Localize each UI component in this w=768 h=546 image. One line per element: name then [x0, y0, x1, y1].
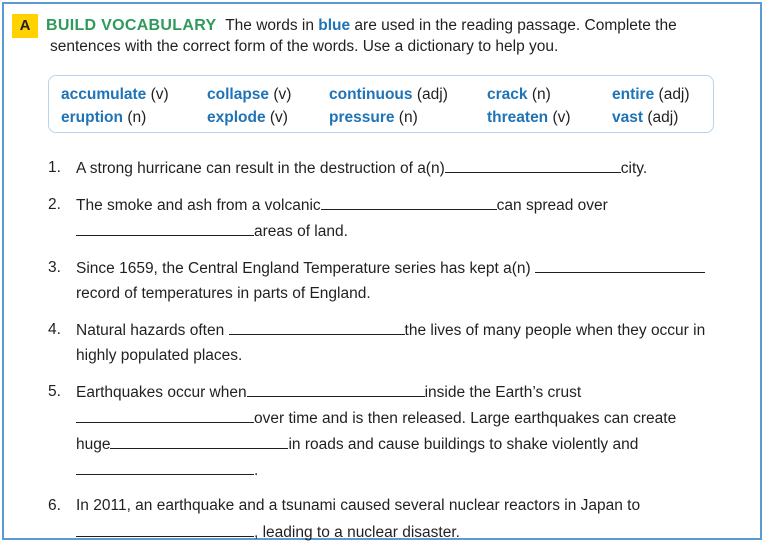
question-1 [76, 158, 647, 179]
word-pos: (v) [273, 86, 292, 103]
question-5-text-c: over time and is then released. Large earthquakes can create [254, 410, 677, 427]
word-pos: (n) [127, 109, 147, 126]
question-3-text-a: Since 1659, the Central England Temperature series has kept a(n) [76, 260, 531, 277]
question-5-text-d: huge [76, 436, 111, 453]
word-pos: (v) [552, 109, 571, 126]
question-5-text-e: in roads and cause buildings to shake violently and [288, 436, 639, 453]
question-4-text-a: Natural hazards often [76, 322, 225, 339]
question-4-number: 4. [48, 321, 61, 338]
question-6-line2 [76, 522, 460, 543]
question-1-text-a: A strong hurricane can result in the destruction of a(n) [76, 160, 445, 177]
word-term: entire [612, 86, 655, 103]
question-3-line1 [76, 258, 705, 279]
instructions-text-b: are used in the reading passage. Complete the [350, 17, 677, 34]
question-2-text-b: can spread over [496, 197, 608, 214]
question-2-number: 2. [48, 196, 61, 213]
word-bank-item [329, 86, 448, 104]
word-pos: (adj) [647, 109, 679, 126]
question-2-text-a: The smoke and ash from a volcanic [76, 197, 321, 214]
word-term: accumulate [61, 86, 147, 103]
word-pos: (n) [531, 86, 551, 103]
question-1-number: 1. [48, 159, 61, 176]
answer-blank[interactable] [535, 258, 705, 273]
word-term: crack [487, 86, 528, 103]
exercise-header [12, 14, 752, 55]
word-bank-item [207, 109, 288, 127]
answer-blank[interactable] [247, 382, 425, 397]
word-term: pressure [329, 109, 395, 126]
section-title: BUILD VOCABULARY [46, 17, 217, 34]
question-4-text-b: the lives of many people when they occur in [404, 322, 706, 339]
answer-blank[interactable] [229, 320, 405, 335]
question-2-line1 [76, 195, 608, 216]
word-bank-item [487, 109, 571, 127]
question-6-line1: In 2011, an earthquake and a tsunami caused several nuclear reactors in Japan to [76, 497, 641, 514]
word-bank-item [207, 86, 291, 104]
instructions-line2: sentences with the correct form of the words. Use a dictionary to help you. [50, 38, 559, 55]
question-6-text-b: , leading to a nuclear disaster. [254, 524, 460, 541]
question-2-line2 [76, 221, 348, 242]
question-5-text-f: . [254, 462, 259, 479]
question-5-line3 [76, 434, 638, 455]
word-term: continuous [329, 86, 413, 103]
answer-blank[interactable] [76, 460, 254, 475]
question-1-text-b: city. [620, 160, 648, 177]
word-bank-item [612, 109, 678, 127]
question-4-line1 [76, 320, 705, 341]
question-5-text-a: Earthquakes occur when [76, 384, 247, 401]
question-5-line4 [76, 460, 258, 481]
word-bank-item [487, 86, 551, 104]
answer-blank[interactable] [321, 195, 497, 210]
word-term: threaten [487, 109, 549, 126]
word-pos: (n) [398, 109, 418, 126]
question-5-line2 [76, 408, 676, 429]
word-pos: (v) [269, 109, 288, 126]
answer-blank[interactable] [76, 221, 254, 236]
section-badge: A [12, 14, 38, 38]
word-bank-item [61, 86, 169, 104]
exercise-panel [2, 2, 762, 540]
instructions-part1 [221, 17, 677, 34]
answer-blank[interactable] [76, 522, 254, 537]
answer-blank[interactable] [445, 158, 621, 173]
question-5-number: 5. [48, 383, 61, 400]
word-term: eruption [61, 109, 123, 126]
word-term: vast [612, 109, 644, 126]
word-bank [48, 75, 714, 133]
question-2-text-c: areas of land. [254, 223, 348, 240]
question-3-line2: record of temperatures in parts of England. [76, 285, 371, 302]
word-bank-item [612, 86, 690, 104]
word-term: explode [207, 109, 266, 126]
instructions-text-a: The words in [225, 17, 319, 34]
question-3-number: 3. [48, 259, 61, 276]
question-4-line2: highly populated places. [76, 347, 243, 364]
instructions-blue-word: blue [318, 17, 351, 34]
question-5-text-b: inside the Earth’s crust [424, 384, 582, 401]
answer-blank[interactable] [76, 408, 254, 423]
word-term: collapse [207, 86, 270, 103]
word-bank-item [61, 109, 146, 127]
word-bank-item [329, 109, 418, 127]
answer-blank[interactable] [110, 434, 288, 449]
word-pos: (v) [150, 86, 169, 103]
question-6-number: 6. [48, 497, 61, 514]
question-5-line1 [76, 382, 581, 403]
word-pos: (adj) [416, 86, 448, 103]
word-pos: (adj) [658, 86, 690, 103]
